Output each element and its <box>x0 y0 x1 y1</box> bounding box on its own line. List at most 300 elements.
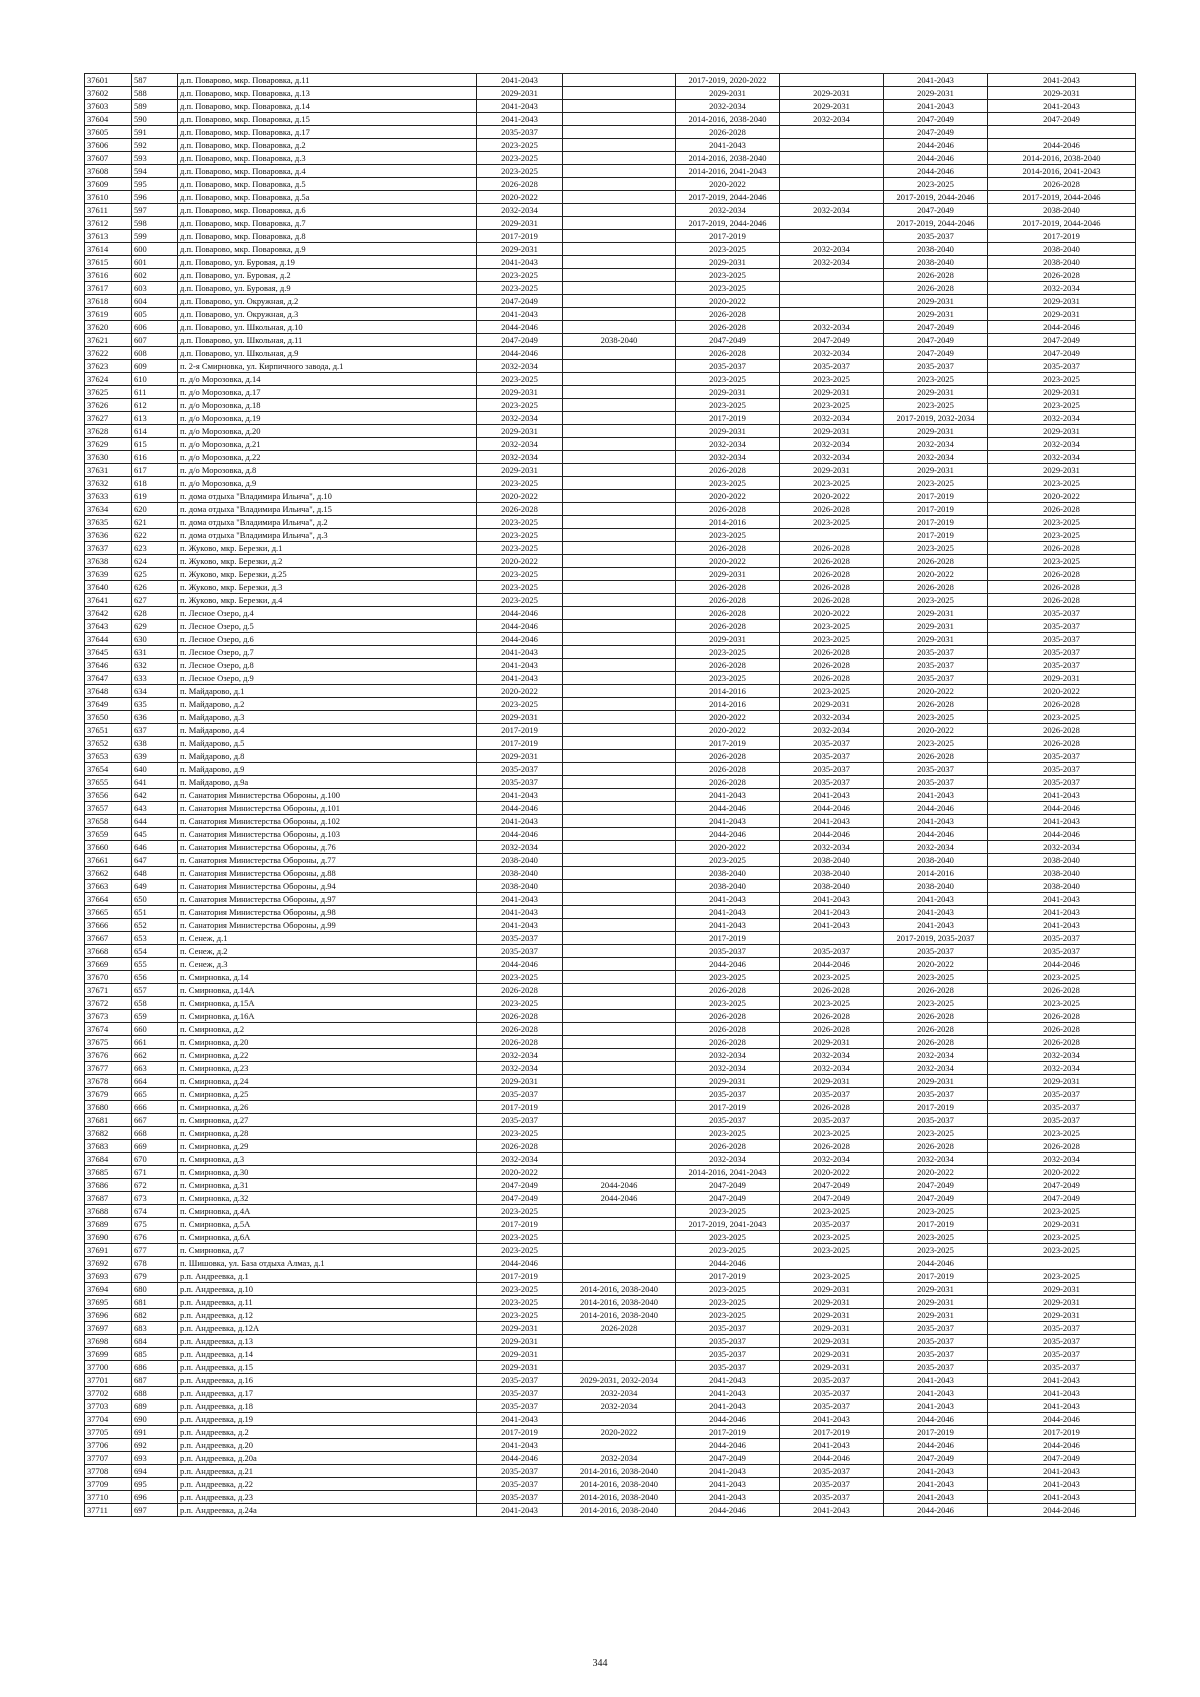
period-4-cell: 2029-2031 <box>780 1296 884 1309</box>
period-1-cell: 2041-2043 <box>477 1439 563 1452</box>
period-2-cell <box>563 217 676 230</box>
period-4-cell <box>780 230 884 243</box>
period-4-cell: 2026-2028 <box>780 672 884 685</box>
address-cell: п. Майдарово, д.1 <box>178 685 477 698</box>
address-cell: п. д/о Морозовка, д.20 <box>178 425 477 438</box>
row-number-cell: 592 <box>132 139 178 152</box>
period-3-cell: 2023-2025 <box>676 1231 780 1244</box>
period-5-cell: 2047-2049 <box>884 321 988 334</box>
period-6-cell <box>988 1257 1136 1270</box>
period-5-cell: 2041-2043 <box>884 919 988 932</box>
period-5-cell: 2035-2037 <box>884 230 988 243</box>
period-6-cell: 2035-2037 <box>988 750 1136 763</box>
period-2-cell <box>563 1257 676 1270</box>
address-cell: д.п. Поварово, ул. Окружная, д.2 <box>178 295 477 308</box>
period-2-cell <box>563 815 676 828</box>
period-6-cell: 2032-2034 <box>988 1062 1136 1075</box>
page-number: 344 <box>592 1658 608 1669</box>
period-2-cell <box>563 204 676 217</box>
row-number-cell: 623 <box>132 542 178 555</box>
period-2-cell: 2014-2016, 2038-2040 <box>563 1491 676 1504</box>
table-row <box>85 971 1136 984</box>
table-row <box>85 1465 1136 1478</box>
table-row <box>85 256 1136 269</box>
period-2-cell <box>563 360 676 373</box>
address-cell: п. Санатория Министерства Обороны, д.102 <box>178 815 477 828</box>
address-cell: д.п. Поварово, ул. Буровая, д.19 <box>178 256 477 269</box>
period-5-cell: 2035-2037 <box>884 945 988 958</box>
period-4-cell: 2026-2028 <box>780 659 884 672</box>
period-5-cell: 2017-2019, 2032-2034 <box>884 412 988 425</box>
period-1-cell: 2023-2025 <box>477 373 563 386</box>
period-1-cell: 2017-2019 <box>477 1426 563 1439</box>
address-cell: р.п. Андреевка, д.15 <box>178 1361 477 1374</box>
period-6-cell: 2035-2037 <box>988 659 1136 672</box>
period-3-cell: 2044-2046 <box>676 1413 780 1426</box>
period-3-cell: 2026-2028 <box>676 126 780 139</box>
period-1-cell: 2032-2034 <box>477 1049 563 1062</box>
period-1-cell: 2038-2040 <box>477 880 563 893</box>
row-number-cell: 637 <box>132 724 178 737</box>
period-2-cell <box>563 750 676 763</box>
period-5-cell: 2035-2037 <box>884 776 988 789</box>
period-6-cell: 2044-2046 <box>988 802 1136 815</box>
period-3-cell: 2023-2025 <box>676 1283 780 1296</box>
period-2-cell <box>563 1270 676 1283</box>
address-cell: д.п. Поварово, мкр. Поваровка, д.2 <box>178 139 477 152</box>
period-2-cell: 2032-2034 <box>563 1400 676 1413</box>
address-cell: п. 2-я Смирновка, ул. Кирпичного завода, д.1 <box>178 360 477 373</box>
table-row <box>85 243 1136 256</box>
period-6-cell: 2032-2034 <box>988 451 1136 464</box>
period-6-cell: 2035-2037 <box>988 1335 1136 1348</box>
period-5-cell: 2023-2025 <box>884 477 988 490</box>
period-3-cell: 2035-2037 <box>676 1322 780 1335</box>
table-row <box>85 984 1136 997</box>
address-cell: р.п. Андреевка, д.23 <box>178 1491 477 1504</box>
period-5-cell: 2029-2031 <box>884 1283 988 1296</box>
row-number-cell: 665 <box>132 1088 178 1101</box>
row-number-cell: 620 <box>132 503 178 516</box>
period-5-cell: 2026-2028 <box>884 1023 988 1036</box>
period-6-cell: 2035-2037 <box>988 1361 1136 1374</box>
period-2-cell <box>563 464 676 477</box>
period-6-cell: 2035-2037 <box>988 1322 1136 1335</box>
period-2-cell <box>563 1036 676 1049</box>
period-4-cell: 2035-2037 <box>780 1400 884 1413</box>
period-1-cell: 2041-2043 <box>477 1504 563 1517</box>
period-6-cell: 2035-2037 <box>988 607 1136 620</box>
period-1-cell: 2029-2031 <box>477 464 563 477</box>
period-6-cell: 2017-2019, 2044-2046 <box>988 191 1136 204</box>
period-2-cell <box>563 724 676 737</box>
period-2-cell <box>563 659 676 672</box>
address-cell: п. Лесное Озеро, д.9 <box>178 672 477 685</box>
address-cell: п. Санатория Министерства Обороны, д.77 <box>178 854 477 867</box>
period-4-cell <box>780 74 884 87</box>
table-row <box>85 646 1136 659</box>
table-row <box>85 425 1136 438</box>
row-id-cell: 37621 <box>85 334 132 347</box>
period-5-cell: 2041-2043 <box>884 815 988 828</box>
period-4-cell: 2044-2046 <box>780 828 884 841</box>
period-4-cell: 2023-2025 <box>780 1231 884 1244</box>
table-row <box>85 750 1136 763</box>
period-2-cell <box>563 1140 676 1153</box>
period-2-cell <box>563 373 676 386</box>
period-5-cell: 2047-2049 <box>884 1192 988 1205</box>
row-number-cell: 635 <box>132 698 178 711</box>
period-6-cell: 2026-2028 <box>988 1010 1136 1023</box>
row-number-cell: 689 <box>132 1400 178 1413</box>
period-6-cell: 2044-2046 <box>988 139 1136 152</box>
period-3-cell: 2032-2034 <box>676 1153 780 1166</box>
period-6-cell: 2035-2037 <box>988 945 1136 958</box>
period-5-cell: 2029-2031 <box>884 620 988 633</box>
period-2-cell <box>563 633 676 646</box>
period-3-cell: 2017-2019 <box>676 230 780 243</box>
period-5-cell: 2020-2022 <box>884 1166 988 1179</box>
table-row <box>85 581 1136 594</box>
row-id-cell: 37683 <box>85 1140 132 1153</box>
row-number-cell: 680 <box>132 1283 178 1296</box>
row-id-cell: 37643 <box>85 620 132 633</box>
table-row <box>85 1179 1136 1192</box>
period-3-cell: 2044-2046 <box>676 802 780 815</box>
address-cell: п. Сенеж, д.2 <box>178 945 477 958</box>
period-4-cell: 2035-2037 <box>780 1218 884 1231</box>
period-6-cell: 2047-2049 <box>988 1179 1136 1192</box>
address-cell: п. Майдарово, д.3 <box>178 711 477 724</box>
table-row <box>85 828 1136 841</box>
period-2-cell <box>563 1101 676 1114</box>
period-1-cell: 2029-2031 <box>477 711 563 724</box>
period-5-cell: 2038-2040 <box>884 880 988 893</box>
period-1-cell: 2035-2037 <box>477 1478 563 1491</box>
period-6-cell: 2026-2028 <box>988 503 1136 516</box>
row-id-cell: 37663 <box>85 880 132 893</box>
table-row <box>85 113 1136 126</box>
row-id-cell: 37664 <box>85 893 132 906</box>
table-row <box>85 347 1136 360</box>
period-4-cell: 2023-2025 <box>780 620 884 633</box>
period-1-cell: 2041-2043 <box>477 308 563 321</box>
period-3-cell: 2014-2016, 2038-2040 <box>676 152 780 165</box>
row-number-cell: 690 <box>132 1413 178 1426</box>
table-row <box>85 529 1136 542</box>
period-4-cell <box>780 165 884 178</box>
period-3-cell: 2044-2046 <box>676 828 780 841</box>
period-3-cell: 2026-2028 <box>676 503 780 516</box>
row-id-cell: 37697 <box>85 1322 132 1335</box>
address-cell: д.п. Поварово, мкр. Поваровка, д.11 <box>178 74 477 87</box>
period-5-cell: 2029-2031 <box>884 633 988 646</box>
period-4-cell: 2035-2037 <box>780 750 884 763</box>
period-4-cell: 2041-2043 <box>780 1413 884 1426</box>
row-number-cell: 675 <box>132 1218 178 1231</box>
row-id-cell: 37618 <box>85 295 132 308</box>
period-1-cell: 2023-2025 <box>477 971 563 984</box>
row-number-cell: 633 <box>132 672 178 685</box>
period-1-cell: 2041-2043 <box>477 113 563 126</box>
period-5-cell: 2017-2019 <box>884 516 988 529</box>
row-number-cell: 694 <box>132 1465 178 1478</box>
period-4-cell: 2041-2043 <box>780 919 884 932</box>
period-4-cell <box>780 152 884 165</box>
period-1-cell: 2035-2037 <box>477 1400 563 1413</box>
period-5-cell: 2041-2043 <box>884 1387 988 1400</box>
period-2-cell <box>563 867 676 880</box>
period-3-cell: 2041-2043 <box>676 1374 780 1387</box>
period-6-cell: 2023-2025 <box>988 373 1136 386</box>
row-number-cell: 634 <box>132 685 178 698</box>
period-4-cell: 2035-2037 <box>780 776 884 789</box>
table-row <box>85 932 1136 945</box>
table-row <box>85 373 1136 386</box>
table-row <box>85 503 1136 516</box>
period-5-cell: 2026-2028 <box>884 984 988 997</box>
row-number-cell: 677 <box>132 1244 178 1257</box>
row-id-cell: 37611 <box>85 204 132 217</box>
row-id-cell: 37701 <box>85 1374 132 1387</box>
period-6-cell: 2023-2025 <box>988 711 1136 724</box>
period-1-cell: 2032-2034 <box>477 204 563 217</box>
period-1-cell: 2041-2043 <box>477 919 563 932</box>
period-4-cell: 2026-2028 <box>780 555 884 568</box>
row-number-cell: 667 <box>132 1114 178 1127</box>
period-2-cell: 2038-2040 <box>563 334 676 347</box>
period-1-cell: 2029-2031 <box>477 1322 563 1335</box>
address-cell: п. Жуково, мкр. Березки, д.1 <box>178 542 477 555</box>
period-1-cell: 2023-2025 <box>477 516 563 529</box>
table-row <box>85 763 1136 776</box>
period-2-cell: 2014-2016, 2038-2040 <box>563 1504 676 1517</box>
row-id-cell: 37628 <box>85 425 132 438</box>
period-6-cell: 2038-2040 <box>988 256 1136 269</box>
row-id-cell: 37636 <box>85 529 132 542</box>
period-3-cell: 2041-2043 <box>676 1400 780 1413</box>
period-3-cell: 2032-2034 <box>676 1062 780 1075</box>
period-3-cell: 2020-2022 <box>676 555 780 568</box>
period-5-cell: 2041-2043 <box>884 100 988 113</box>
period-6-cell <box>988 126 1136 139</box>
period-4-cell: 2047-2049 <box>780 1192 884 1205</box>
table-row <box>85 997 1136 1010</box>
row-id-cell: 37622 <box>85 347 132 360</box>
period-2-cell <box>563 893 676 906</box>
period-2-cell <box>563 74 676 87</box>
table-row <box>85 204 1136 217</box>
address-cell: п. Лесное Озеро, д.7 <box>178 646 477 659</box>
row-id-cell: 37607 <box>85 152 132 165</box>
period-4-cell: 2023-2025 <box>780 1127 884 1140</box>
period-6-cell: 2035-2037 <box>988 1088 1136 1101</box>
period-6-cell: 2029-2031 <box>988 1296 1136 1309</box>
period-6-cell: 2035-2037 <box>988 1101 1136 1114</box>
period-4-cell: 2023-2025 <box>780 373 884 386</box>
period-1-cell: 2041-2043 <box>477 100 563 113</box>
row-id-cell: 37624 <box>85 373 132 386</box>
period-5-cell: 2026-2028 <box>884 698 988 711</box>
period-3-cell: 2023-2025 <box>676 672 780 685</box>
period-5-cell: 2023-2025 <box>884 178 988 191</box>
period-4-cell: 2041-2043 <box>780 1439 884 1452</box>
period-2-cell <box>563 1049 676 1062</box>
address-cell: д.п. Поварово, мкр. Поваровка, д.7 <box>178 217 477 230</box>
period-2-cell <box>563 87 676 100</box>
period-5-cell: 2041-2043 <box>884 1465 988 1478</box>
period-6-cell: 2017-2019 <box>988 1426 1136 1439</box>
row-id-cell: 37641 <box>85 594 132 607</box>
table-row <box>85 880 1136 893</box>
row-id-cell: 37679 <box>85 1088 132 1101</box>
period-2-cell <box>563 581 676 594</box>
period-5-cell: 2047-2049 <box>884 334 988 347</box>
address-cell: п. Лесное Озеро, д.4 <box>178 607 477 620</box>
period-5-cell: 2023-2025 <box>884 737 988 750</box>
period-6-cell: 2041-2043 <box>988 1400 1136 1413</box>
period-1-cell: 2017-2019 <box>477 230 563 243</box>
period-5-cell: 2023-2025 <box>884 1244 988 1257</box>
row-id-cell: 37707 <box>85 1452 132 1465</box>
table-row <box>85 438 1136 451</box>
table-row <box>85 282 1136 295</box>
row-number-cell: 615 <box>132 438 178 451</box>
period-4-cell: 2038-2040 <box>780 854 884 867</box>
period-1-cell: 2023-2025 <box>477 152 563 165</box>
period-1-cell: 2032-2034 <box>477 1062 563 1075</box>
schedule-table <box>84 73 1136 1517</box>
table-row <box>85 1322 1136 1335</box>
row-id-cell: 37680 <box>85 1101 132 1114</box>
period-6-cell: 2023-2025 <box>988 1244 1136 1257</box>
period-4-cell: 2032-2034 <box>780 1049 884 1062</box>
address-cell: р.п. Андреевка, д.1 <box>178 1270 477 1283</box>
table-row <box>85 776 1136 789</box>
period-6-cell: 2041-2043 <box>988 789 1136 802</box>
period-6-cell: 2023-2025 <box>988 516 1136 529</box>
period-2-cell <box>563 919 676 932</box>
row-id-cell: 37614 <box>85 243 132 256</box>
period-6-cell: 2023-2025 <box>988 1231 1136 1244</box>
period-3-cell: 2029-2031 <box>676 386 780 399</box>
period-4-cell: 2032-2034 <box>780 841 884 854</box>
period-1-cell: 2041-2043 <box>477 672 563 685</box>
period-2-cell <box>563 984 676 997</box>
address-cell: п. Смирновка, д.16А <box>178 1010 477 1023</box>
row-number-cell: 658 <box>132 997 178 1010</box>
period-2-cell <box>563 880 676 893</box>
period-5-cell: 2041-2043 <box>884 1478 988 1491</box>
period-1-cell: 2020-2022 <box>477 685 563 698</box>
row-id-cell: 37669 <box>85 958 132 971</box>
period-2-cell <box>563 1075 676 1088</box>
period-2-cell: 2014-2016, 2038-2040 <box>563 1283 676 1296</box>
row-id-cell: 37603 <box>85 100 132 113</box>
row-id-cell: 37635 <box>85 516 132 529</box>
row-number-cell: 621 <box>132 516 178 529</box>
period-6-cell: 2029-2031 <box>988 295 1136 308</box>
period-1-cell: 2035-2037 <box>477 1465 563 1478</box>
row-id-cell: 37609 <box>85 178 132 191</box>
period-1-cell: 2044-2046 <box>477 347 563 360</box>
row-number-cell: 646 <box>132 841 178 854</box>
period-3-cell: 2044-2046 <box>676 1257 780 1270</box>
period-4-cell: 2047-2049 <box>780 1179 884 1192</box>
table-row <box>85 737 1136 750</box>
period-1-cell: 2023-2025 <box>477 282 563 295</box>
period-3-cell: 2014-2016 <box>676 516 780 529</box>
period-1-cell: 2023-2025 <box>477 1309 563 1322</box>
period-3-cell: 2020-2022 <box>676 841 780 854</box>
address-cell: п. Смирновка, д.6А <box>178 1231 477 1244</box>
period-3-cell: 2017-2019, 2041-2043 <box>676 1218 780 1231</box>
period-4-cell: 2035-2037 <box>780 1374 884 1387</box>
period-1-cell: 2035-2037 <box>477 1114 563 1127</box>
period-4-cell: 2029-2031 <box>780 100 884 113</box>
period-6-cell: 2023-2025 <box>988 1205 1136 1218</box>
period-5-cell: 2023-2025 <box>884 1231 988 1244</box>
period-3-cell: 2041-2043 <box>676 1387 780 1400</box>
period-3-cell: 2026-2028 <box>676 620 780 633</box>
period-1-cell: 2032-2034 <box>477 438 563 451</box>
period-6-cell: 2026-2028 <box>988 724 1136 737</box>
period-2-cell <box>563 295 676 308</box>
period-3-cell: 2023-2025 <box>676 1309 780 1322</box>
period-3-cell: 2026-2028 <box>676 542 780 555</box>
period-2-cell <box>563 1348 676 1361</box>
period-1-cell: 2035-2037 <box>477 763 563 776</box>
period-6-cell: 2041-2043 <box>988 100 1136 113</box>
row-number-cell: 595 <box>132 178 178 191</box>
period-6-cell: 2044-2046 <box>988 1413 1136 1426</box>
period-6-cell: 2023-2025 <box>988 1127 1136 1140</box>
period-6-cell: 2035-2037 <box>988 360 1136 373</box>
row-number-cell: 657 <box>132 984 178 997</box>
period-2-cell <box>563 789 676 802</box>
table-row <box>85 1504 1136 1517</box>
period-1-cell: 2023-2025 <box>477 581 563 594</box>
row-id-cell: 37682 <box>85 1127 132 1140</box>
period-2-cell <box>563 1218 676 1231</box>
period-5-cell: 2017-2019 <box>884 490 988 503</box>
period-6-cell: 2038-2040 <box>988 854 1136 867</box>
address-cell: п. Смирновка, д.31 <box>178 1179 477 1192</box>
period-3-cell: 2023-2025 <box>676 854 780 867</box>
address-cell: р.п. Андреевка, д.14 <box>178 1348 477 1361</box>
period-6-cell: 2029-2031 <box>988 672 1136 685</box>
period-3-cell: 2023-2025 <box>676 529 780 542</box>
period-3-cell: 2029-2031 <box>676 633 780 646</box>
period-4-cell: 2035-2037 <box>780 1478 884 1491</box>
period-5-cell: 2023-2025 <box>884 399 988 412</box>
period-1-cell: 2044-2046 <box>477 802 563 815</box>
period-3-cell: 2035-2037 <box>676 1348 780 1361</box>
period-5-cell: 2044-2046 <box>884 139 988 152</box>
period-1-cell: 2029-2031 <box>477 1075 563 1088</box>
address-cell: п. Санатория Министерства Обороны, д.94 <box>178 880 477 893</box>
period-6-cell: 2026-2028 <box>988 568 1136 581</box>
period-2-cell <box>563 841 676 854</box>
period-3-cell: 2044-2046 <box>676 1439 780 1452</box>
row-id-cell: 37627 <box>85 412 132 425</box>
row-id-cell: 37648 <box>85 685 132 698</box>
row-number-cell: 653 <box>132 932 178 945</box>
period-4-cell: 2029-2031 <box>780 1036 884 1049</box>
address-cell: п. Лесное Озеро, д.6 <box>178 633 477 646</box>
period-1-cell: 2044-2046 <box>477 620 563 633</box>
row-id-cell: 37661 <box>85 854 132 867</box>
